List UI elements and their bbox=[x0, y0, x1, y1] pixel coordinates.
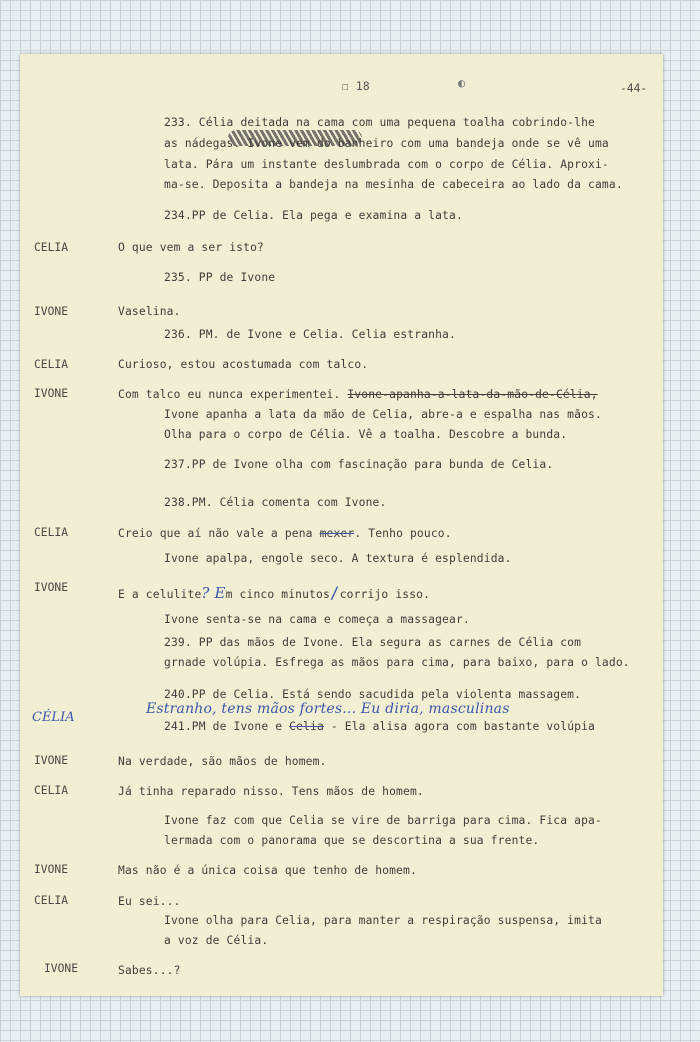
dialogue-line bbox=[118, 527, 452, 540]
dialogue-line: Sabes...? bbox=[118, 964, 181, 977]
shot-direction: 235. PP de Ivone bbox=[164, 271, 276, 284]
punch-hole-icon: ◐ bbox=[458, 76, 466, 90]
speaker-label: IVONE bbox=[34, 581, 69, 594]
shot-direction: 239. PP das mãos de Ivone. Ela segura as carnes de Célia com bbox=[164, 636, 582, 649]
struck-text: Ivone-apanha-a-lata-da-mão-de-Célia, bbox=[347, 388, 598, 401]
scene-line: lata. Pára um instante deslumbrada com o corpo de Célia. Aproxi- bbox=[164, 158, 609, 171]
handwritten-dialogue: Estranho, tens mãos fortes... Eu diria, masculinas bbox=[146, 701, 510, 717]
handwritten-speaker: CÉLIA bbox=[32, 710, 75, 725]
action-line: grnade volúpia. Esfrega as mãos para cima, para baixo, para o lado. bbox=[164, 656, 630, 669]
dialogue-line bbox=[118, 388, 598, 401]
speaker-label: IVONE bbox=[34, 305, 69, 318]
dialogue-line: Eu sei... bbox=[118, 895, 181, 908]
action-line: Olha para o corpo de Célia. Vê a toalha. Descobre a bunda. bbox=[164, 428, 568, 441]
dialogue-line: Vaselina. bbox=[118, 305, 181, 318]
action-line: Ivone senta-se na cama e começa a massagear. bbox=[164, 613, 470, 626]
speaker-label: IVONE bbox=[34, 387, 69, 400]
shot-text: 241.PM de Ivone e bbox=[164, 720, 283, 733]
action-line: a voz de Célia. bbox=[164, 934, 269, 947]
action-line: Ivone apanha a lata da mão de Celia, abre-a e espalha nas mãos. bbox=[164, 408, 602, 421]
dialogue-line: Na verdade, são mãos de homem. bbox=[118, 755, 327, 768]
action-line: Ivone faz com que Celia se vire de barriga para cima. Fica apa- bbox=[164, 814, 602, 827]
script-page bbox=[20, 54, 663, 996]
dialogue-text: corrijo isso. bbox=[339, 588, 431, 601]
dialogue-text: . Tenho pouco. bbox=[354, 527, 452, 540]
speaker-label: IVONE bbox=[44, 962, 79, 975]
handwritten-correction: / bbox=[329, 583, 340, 602]
dialogue-text: E a celulite bbox=[118, 588, 202, 601]
dialogue-line: Já tinha reparado nisso. Tens mãos de homem. bbox=[118, 785, 424, 798]
speaker-label: IVONE bbox=[34, 863, 69, 876]
speaker-label: IVONE bbox=[34, 754, 69, 767]
shot-direction: 236. PM. de Ivone e Celia. Celia estranha. bbox=[164, 328, 456, 341]
speaker-label: CELIA bbox=[34, 894, 69, 907]
speaker-label: CELIA bbox=[34, 358, 69, 371]
action-line: Ivone apalpa, engole seco. A textura é esplendida. bbox=[164, 552, 512, 565]
dialogue-text: Creio que aí não vale a pena bbox=[118, 527, 313, 540]
struck-text: mexer bbox=[319, 527, 355, 540]
dialogue-line: Mas não é a única coisa que tenho de homem. bbox=[118, 864, 417, 877]
shot-direction: 238.PM. Célia comenta com Ivone. bbox=[164, 496, 387, 509]
page-number: -44- bbox=[620, 82, 648, 95]
dialogue-line: Curioso, estou acostumada com talco. bbox=[118, 358, 369, 371]
action-line: Ivone olha para Celia, para manter a respiração suspensa, imita bbox=[164, 914, 602, 927]
action-line: lermada com o panorama que se descortina a sua frente. bbox=[164, 834, 540, 847]
dialogue-text: Com talco eu nunca experimentei. bbox=[118, 388, 341, 401]
shot-direction bbox=[164, 720, 595, 733]
header-mark: ☐ 18 bbox=[342, 80, 370, 93]
handwritten-correction: ? E bbox=[201, 584, 226, 602]
dialogue-text: m cinco minutos bbox=[225, 588, 330, 601]
shot-direction: 234.PP de Celia. Ela pega e examina a lata. bbox=[164, 209, 463, 222]
dialogue-line bbox=[118, 583, 430, 602]
speaker-label: CELIA bbox=[34, 784, 69, 797]
shot-text: - Ela alisa agora com bastante volúpia bbox=[330, 720, 596, 733]
speaker-label: CELIA bbox=[34, 526, 69, 539]
shot-direction: 240.PP de Celia. Está sendo sacudida pela violenta massagem. bbox=[164, 688, 582, 701]
scene-line: 233. Célia deitada na cama com uma pequena toalha cobrindo-lhe bbox=[164, 116, 595, 129]
struck-text: Celia bbox=[289, 720, 324, 733]
scene-line: as nádegas. Ivone vem do banheiro com uma bandeja onde se vê uma bbox=[164, 137, 609, 150]
dialogue-line: O que vem a ser isto? bbox=[118, 241, 264, 254]
speaker-label: CELIA bbox=[34, 241, 69, 254]
shot-direction: 237.PP de Ivone olha com fascinação para bunda de Celia. bbox=[164, 458, 554, 471]
scene-line: ma-se. Deposita a bandeja na mesinha de cabeceira ao lado da cama. bbox=[164, 178, 623, 191]
